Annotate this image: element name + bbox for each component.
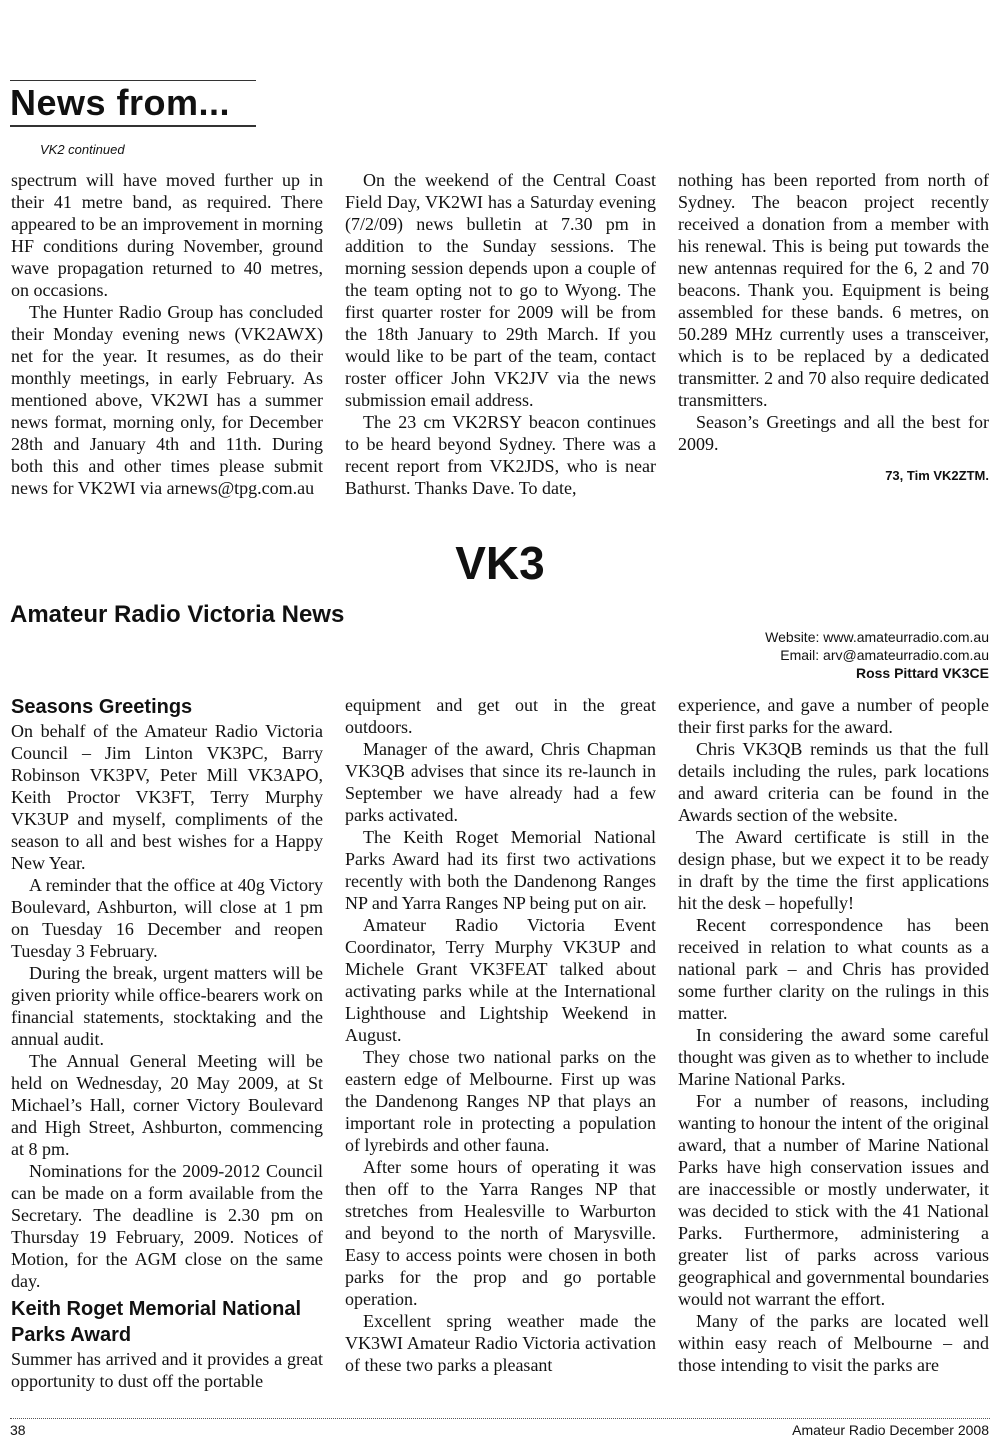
- paragraph: After some hours of operating it was then off to the Yarra Ranges NP that stretches from Healesville to Warburton and beyond to the north of Marysville. Easy to access points were chosen in both parks for the prop and go portable operation.: [345, 1157, 656, 1309]
- paragraph: For a number of reasons, including wanting to honour the intent of the original award, that a number of Marine National Parks have high conservation issues and are inaccessible or mostly underwater, it was decided to stick with the 41 National Parks. Furthermore, administering a greater list of parks across various geographical and governmental boundaries would not warrant the effort.: [678, 1091, 989, 1309]
- paragraph: Manager of the award, Chris Chapman VK3QB advises that since its re-launch in September we have already had a few parks activated.: [345, 739, 656, 825]
- email-line: Email: arv@amateurradio.com.au: [780, 647, 989, 663]
- paragraph: equipment and get out in the great outdoors.: [345, 695, 656, 737]
- vk2-column-1: [11, 169, 323, 499]
- arv-news-title: Amateur Radio Victoria News: [10, 601, 345, 628]
- paragraph: nothing has been reported from north of Sydney. The beacon project recently received a donation from a member with his renewal. This is being put towards the new antennas required for the 6, 2 and 70 beacons. Thank you. Equipment is being assembled for these bands. 6 metres, on 50.289 MHz currently uses a transceiver, which is to be replaced by a dedicated transmitter. 2 and 70 also require dedicated transmitters.: [678, 170, 989, 410]
- header-rule-top: [10, 80, 256, 81]
- vk3-column-2: [345, 694, 656, 1376]
- footer-rule: [10, 1418, 990, 1419]
- paragraph: The 23 cm VK2RSY beacon continues to be heard beyond Sydney. There was a recent report from VK2JDS, who is near Bathurst. Thanks Dave. To date,: [345, 412, 656, 498]
- paragraph: During the break, urgent matters will be given priority while office-bearers work on financial statements, stocktaking and the annual audit.: [11, 963, 323, 1049]
- paragraph: The Award certificate is still in the design phase, but we expect it to be ready in draft by the time the first applications hit the desk – hopefully!: [678, 827, 989, 913]
- vk2-column-3: [678, 169, 989, 485]
- paragraph: The Hunter Radio Group has concluded their Monday evening news (VK2AWX) net for the year. It resumes, as do their monthly meetings, in early February. As mentioned above, VK2WI has a summer news format, morning only, for December 28th and January 4th and 11th. During both this and other times please submit news for VK2WI via arnews@tpg.com.au: [11, 302, 323, 498]
- header-rule-bottom: [10, 125, 256, 127]
- paragraph: experience, and gave a number of people their first parks for the award.: [678, 695, 989, 737]
- paragraph: Amateur Radio Victoria Event Coordinator, Terry Murphy VK3UP and Michele Grant VK3FEAT talked about activating parks while at the International Lighthouse and Lightship Weekend in August.: [345, 915, 656, 1045]
- paragraph: Many of the parks are located well within easy reach of Melbourne – and those intending to visit the parks are: [678, 1311, 989, 1375]
- paragraph: Recent correspondence has been received in relation to what counts as a national park – and Chris has provided some further clarity on the rulings in this matter.: [678, 915, 989, 1023]
- vk3-column-3: [678, 694, 989, 1376]
- website-line: Website: www.amateurradio.com.au: [765, 629, 989, 645]
- continued-label: VK2 continued: [40, 142, 125, 157]
- paragraph: The Keith Roget Memorial National Parks Award had its first two activations recently with both the Dandenong Ranges NP and Yarra Ranges NP being put on air.: [345, 827, 656, 913]
- paragraph: The Annual General Meeting will be held on Wednesday, 20 May 2009, at St Michael’s Hall, corner Victory Boulevard and High Street, Ashburton, commencing at 8 pm.: [11, 1051, 323, 1159]
- author-byline: Ross Pittard VK3CE: [855, 665, 989, 681]
- subhead-seasons-greetings: Seasons Greetings: [11, 696, 193, 718]
- vk3-heading: VK3: [455, 537, 545, 589]
- paragraph: They chose two national parks on the eastern edge of Melbourne. First up was the Dandenong Ranges NP that plays an important role in protecting a population of lyrebirds and other fauna.: [345, 1047, 656, 1155]
- vk2-column-2: [345, 169, 656, 499]
- paragraph: In considering the award some careful thought was given as to whether to include Marine National Parks.: [678, 1025, 989, 1089]
- paragraph: On the weekend of the Central Coast Field Day, VK2WI has a Saturday evening (7/2/09) news bulletin at 7.30 pm in addition to the Sunday sessions. The morning session depends upon a couple of the team opting not to go to Wyong. The first quarter roster for 2009 will be from the 18th January to 29th March. If you would like to be part of the team, contact roster officer John VK2JV via the news submission email address.: [345, 170, 656, 410]
- magazine-footer: Amateur Radio December 2008: [792, 1422, 989, 1438]
- vk2-signoff: 73, Tim VK2ZTM.: [885, 468, 989, 483]
- paragraph: Chris VK3QB reminds us that the full details including the rules, park locations and award criteria can be found in the Awards section of the website.: [678, 739, 989, 825]
- paragraph: Summer has arrived and it provides a great opportunity to dust off the portable: [11, 1349, 323, 1391]
- section-title-news-from: News from...: [10, 82, 231, 123]
- paragraph: Nominations for the 2009-2012 Council can be made on a form available from the Secretary. The deadline is 2.30 pm on Thursday 19 February, 2009. Notices of Motion, for the AGM close on the same day.: [11, 1161, 323, 1291]
- arv-contact-block: [765, 628, 989, 682]
- paragraph: On behalf of the Amateur Radio Victoria Council – Jim Linton VK3PC, Barry Robinson VK3PV, Peter Mill VK3APO, Keith Proctor VK3FT, Terry Murphy VK3UP and myself, compliments of the season to all and best wishes for a Happy New Year.: [11, 721, 323, 873]
- subhead-keith-roget-award: Keith Roget Memorial National Parks Award: [11, 1298, 302, 1346]
- vk3-column-1: [11, 694, 323, 1392]
- paragraph: A reminder that the office at 40g Victory Boulevard, Ashburton, will close at 1 pm on Tuesday 16 December and reopen Tuesday 3 February.: [11, 875, 323, 961]
- page-number: 38: [10, 1422, 26, 1438]
- paragraph: Excellent spring weather made the VK3WI Amateur Radio Victoria activation of these two parks a pleasant: [345, 1311, 656, 1375]
- paragraph: spectrum will have moved further up in their 41 metre band, as required. There appeared to be an improvement in morning HF conditions during November, ground wave propagation returned to 40 metres, on occasions.: [11, 170, 323, 300]
- paragraph: Season’s Greetings and all the best for 2009.: [678, 412, 989, 454]
